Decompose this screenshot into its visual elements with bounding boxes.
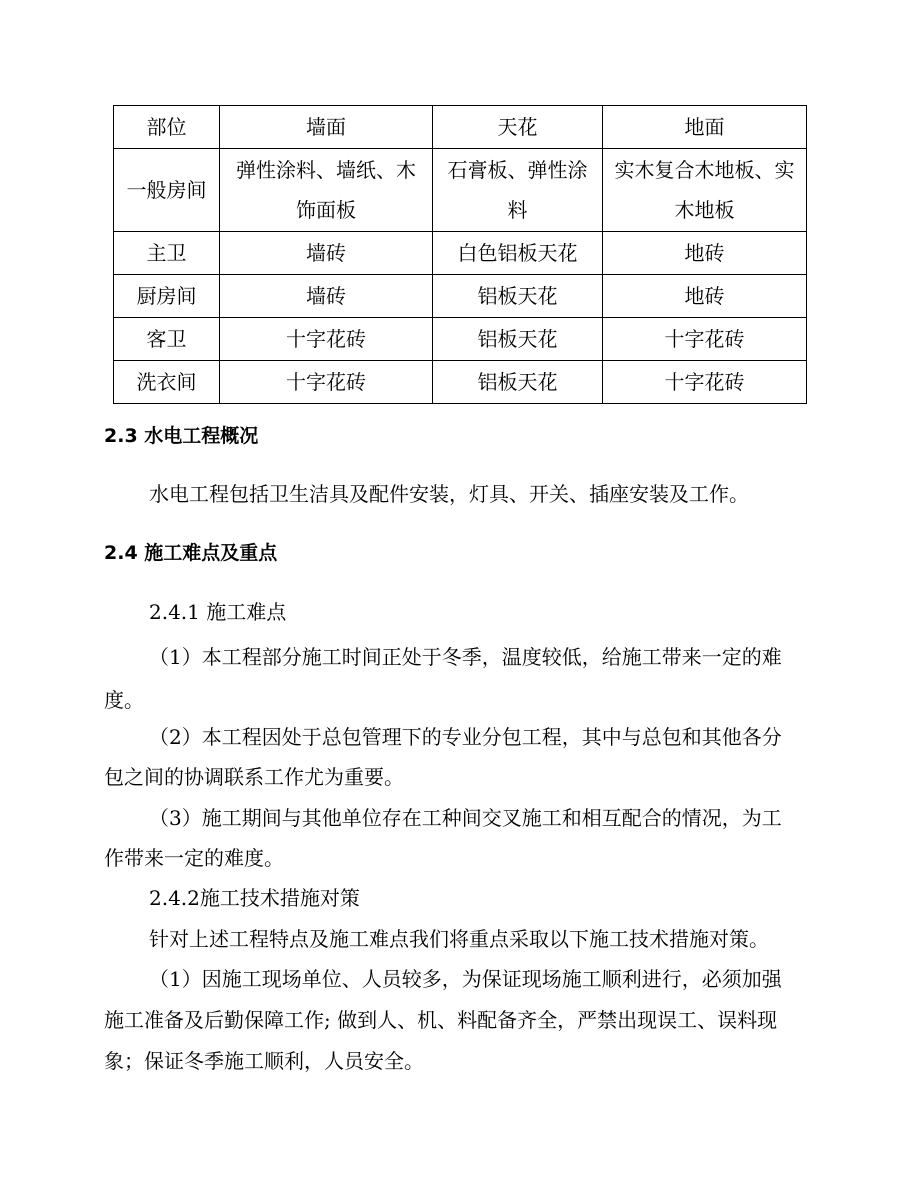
subsection-heading-2-4-1: 2.4.1 施工难点 <box>149 600 287 624</box>
table-header-row <box>114 106 807 149</box>
table-header-cell: 墙面 <box>220 106 433 149</box>
table-cell-part: 厨房间 <box>114 275 220 318</box>
section-2-3-body: 水电工程包括卫生洁具及配件安装，灯具、开关、插座安装及工作。 <box>149 482 749 506</box>
paragraph-line: 象；保证冬季施工顺利，人员安全。 <box>104 1049 424 1073</box>
table-cell-wall: 墙砖 <box>220 275 433 318</box>
table-cell-ceiling: 白色铝板天花 <box>433 232 603 275</box>
paragraph-line: 针对上述工程特点及施工难点我们将重点采取以下施工技术措施对策。 <box>149 927 769 951</box>
paragraph-line: 度。 <box>104 688 144 712</box>
table-cell-ceiling <box>433 149 603 232</box>
table-cell-ceiling: 铝板天花 <box>433 275 603 318</box>
table-cell-wall: 十字花砖 <box>220 361 433 404</box>
subsection-heading-2-4-2: 2.4.2施工技术措施对策 <box>149 886 360 910</box>
table-header-cell: 部位 <box>114 106 220 149</box>
table-row <box>114 275 807 318</box>
table-cell-wall: 墙砖 <box>220 232 433 275</box>
table-header-cell: 地面 <box>603 106 807 149</box>
table-cell-wall <box>220 149 433 232</box>
cell-line: 弹性涂料、墙纸、木 <box>236 158 416 182</box>
section-heading-2-4: 2.4 施工难点及重点 <box>104 542 278 564</box>
cell-line: 饰面板 <box>296 198 356 222</box>
paragraph-line: （3）施工期间与其他单位存在工种间交叉施工和相互配合的情况，为工 <box>149 806 782 830</box>
table-cell-floor: 地砖 <box>603 275 807 318</box>
table-row <box>114 232 807 275</box>
table-row <box>114 318 807 361</box>
cell-line: 实木复合木地板、实 <box>614 158 795 182</box>
paragraph-line: （2）本工程因处于总包管理下的专业分包工程，其中与总包和其他各分 <box>149 725 782 749</box>
table-row <box>114 361 807 404</box>
finish-table <box>113 105 807 404</box>
paragraph-line: （1）因施工现场单位、人员较多，为保证现场施工顺利进行，必须加强 <box>149 967 782 991</box>
table-cell-ceiling: 铝板天花 <box>433 361 603 404</box>
table-cell-part: 客卫 <box>114 318 220 361</box>
cell-line: 木地板 <box>674 198 735 222</box>
paragraph-line: 包之间的协调联系工作尤为重要。 <box>104 765 404 789</box>
paragraph-line: 施工准备及后勤保障工作; 做到人、机、料配备齐全，严禁出现误工、误料现 <box>104 1008 778 1032</box>
table-cell-floor: 十字花砖 <box>603 318 807 361</box>
section-heading-2-3: 2.3 水电工程概况 <box>104 425 259 447</box>
cell-line: 石膏板、弹性涂 <box>447 158 588 182</box>
cell-line: 料 <box>507 198 528 222</box>
table-cell-part: 主卫 <box>114 232 220 275</box>
table-row <box>114 149 807 232</box>
paragraph-line: （1）本工程部分施工时间正处于冬季，温度较低，给施工带来一定的难 <box>149 645 782 669</box>
table-cell-floor: 十字花砖 <box>603 361 807 404</box>
table-cell-floor: 地砖 <box>603 232 807 275</box>
table-header-cell: 天花 <box>433 106 603 149</box>
table-cell-part: 一般房间 <box>114 149 220 232</box>
table-cell-floor <box>603 149 807 232</box>
table-cell-ceiling: 铝板天花 <box>433 318 603 361</box>
paragraph-line: 作带来一定的难度。 <box>104 846 284 870</box>
table-cell-part: 洗衣间 <box>114 361 220 404</box>
table-cell-wall: 十字花砖 <box>220 318 433 361</box>
